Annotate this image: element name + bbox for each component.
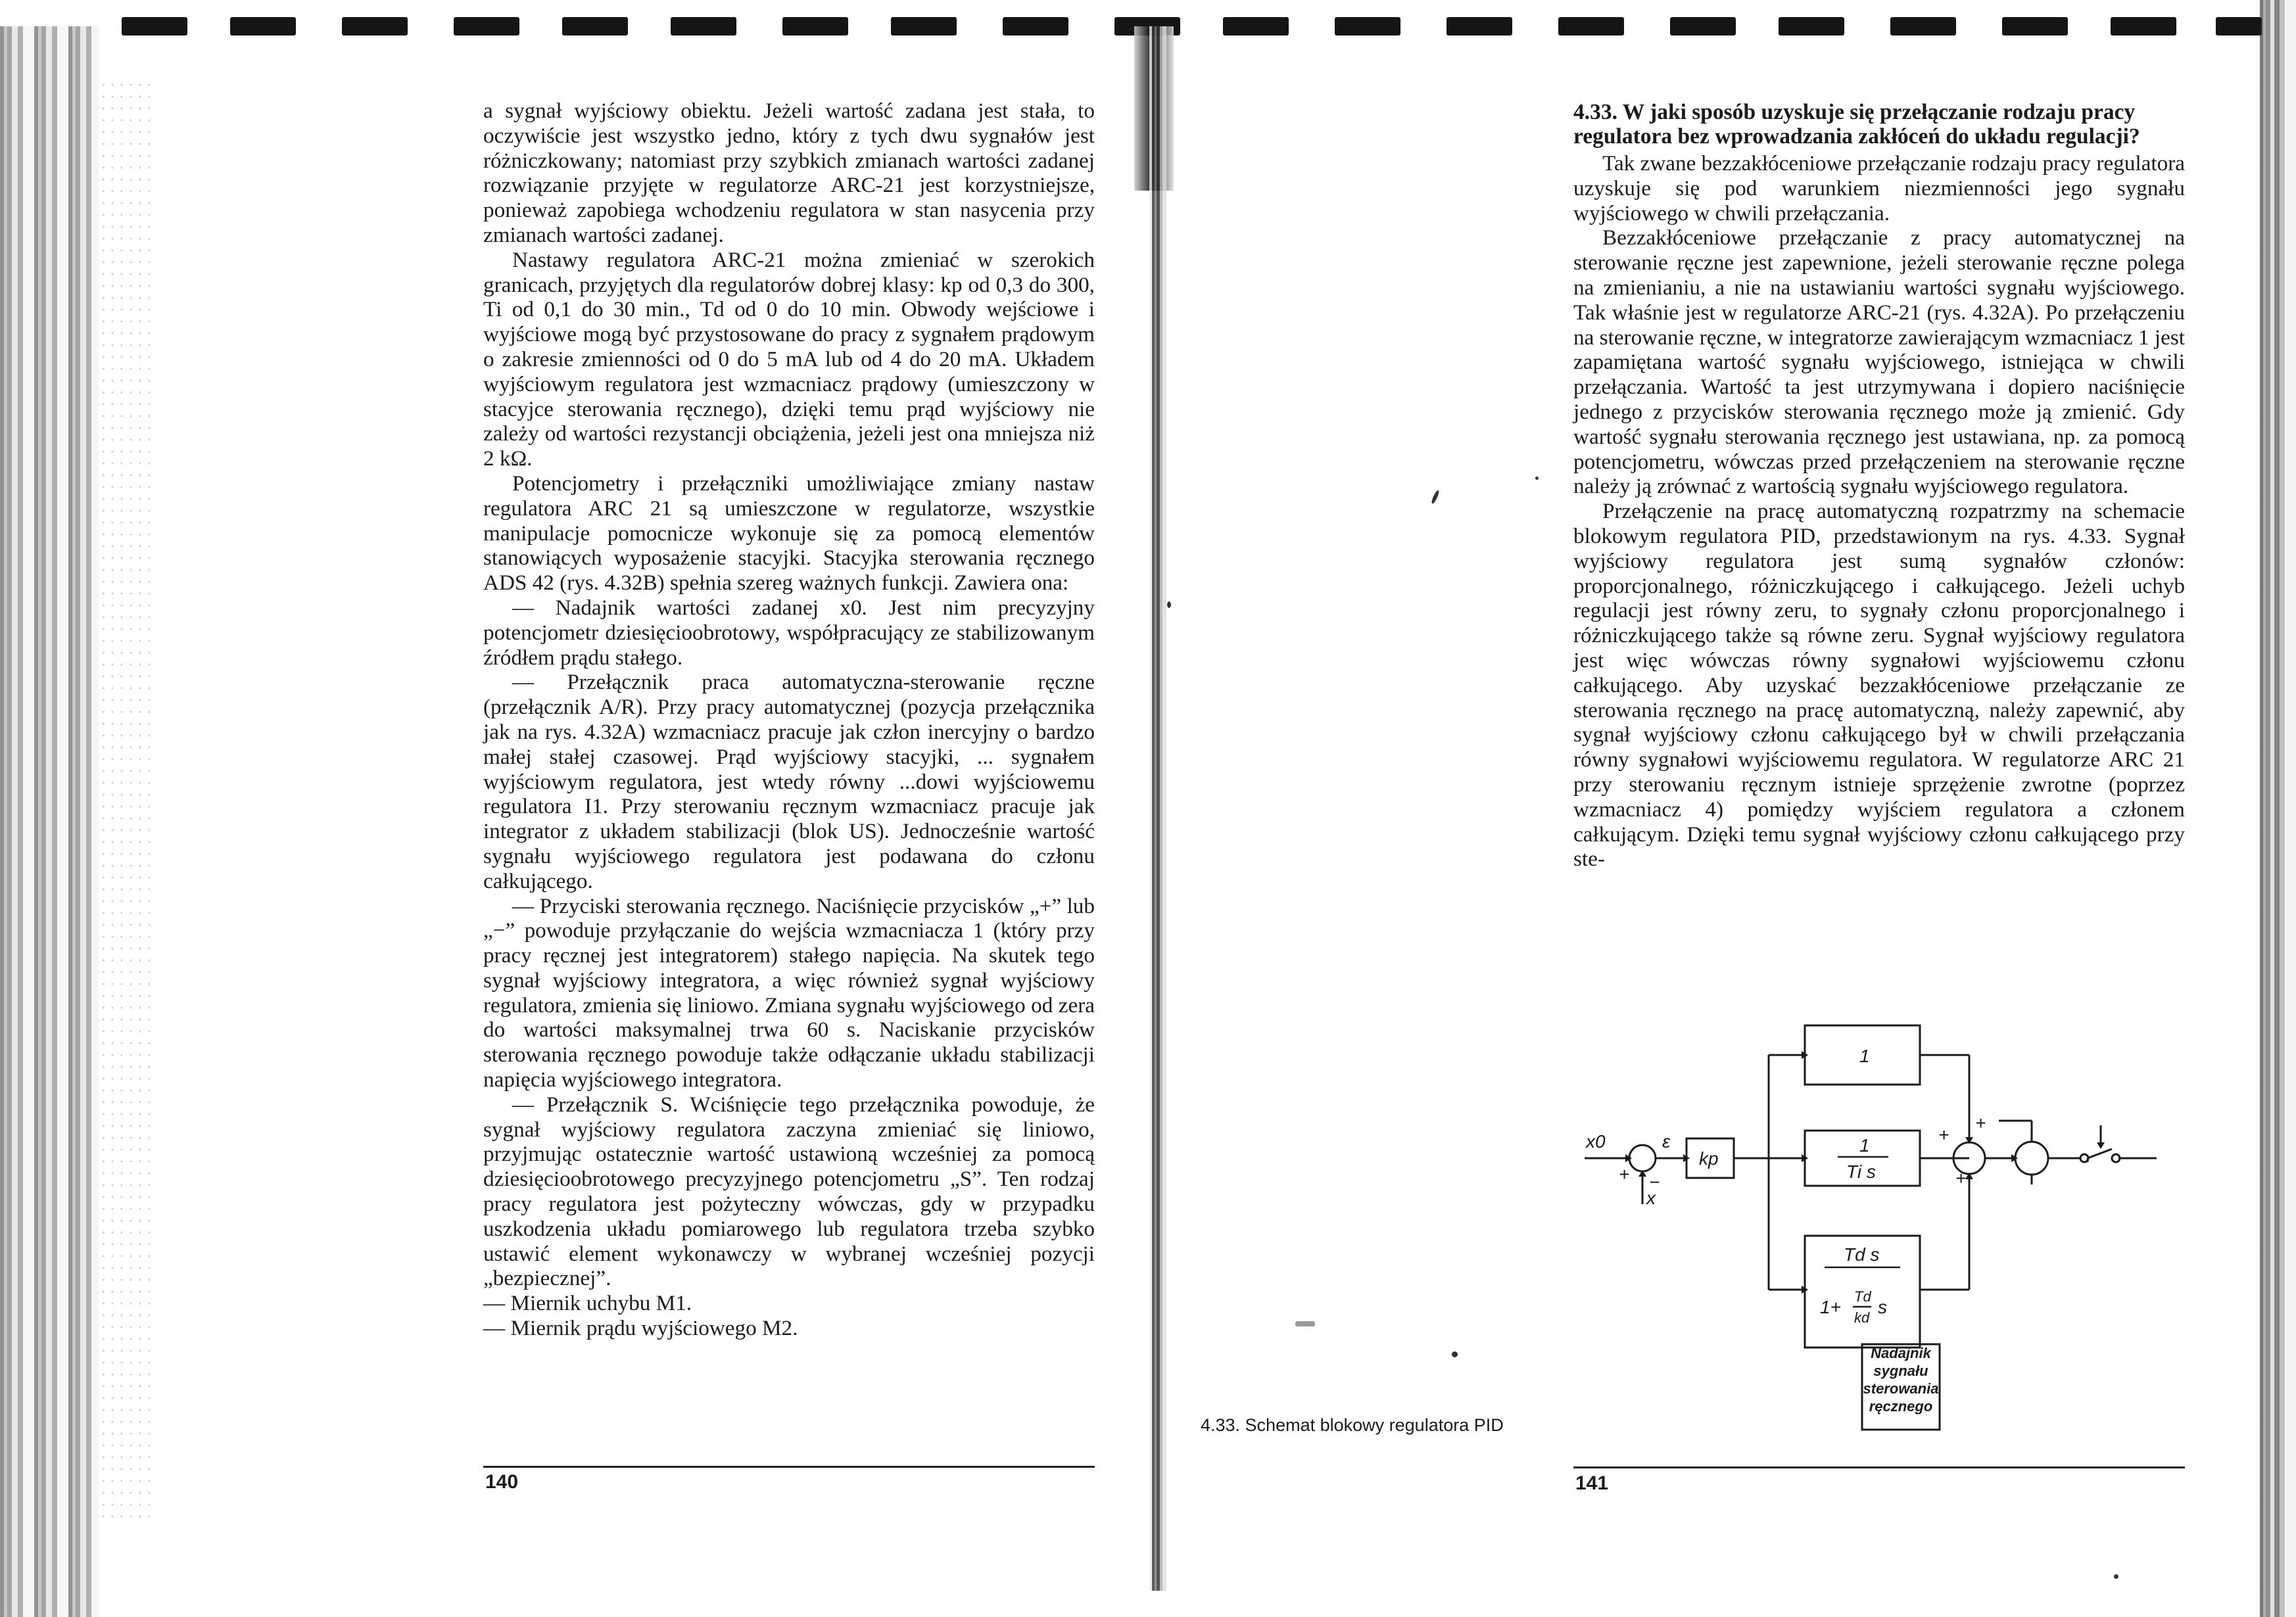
left-paragraph: Potencjometry i przełączniki umożliwiające zmiany nastaw regulatora ARC 21 są umieszczone w regulatorze, wszystkie manipulacje pomocnicze wykonuje się za pomocą elementów stanowiących wyposażenie stacyjki. Stacyjka sterowania ręcznego ADS 42 (rys. 4.32B) spełnia szereg ważnych funkcji. Zawiera ona:: [483, 471, 1095, 596]
right-paragraph: Bezzakłóceniowe przełączanie z pracy automatycznej na sterowanie ręczne jest zapewnione, jeżeli sterowanie ręczne polega na zmienianiu, a nie na ustawianiu wartości sygnału wyjściowego. Tak właśnie jest w regulatorze ARC-21 (rys. 4.32A). Po przełączeniu na sterowanie ręczne, w integratorze zawierającym wzmacniacz 1 jest zapamiętana wartość sygnału wyjściowego, istniejąca w chwili przełączania. Wartość ta jest utrzymywana i dopiero naciśnięcie jednego z przycisków sterowania ręcznego może ją zmienić. Gdy wartość sygnału sterowania ręcznego jest ustawiana, np. za pomocą potencjometru, wówczas przed przełączeniem na sterowanie ręczne należy ją zrównać z wartością sygnału wyjściowego regulatora.: [1573, 225, 2185, 499]
right-paragraph: Przełączenie na pracę automatyczną rozpatrzmy na schemacie blokowym regulatora PID, przedstawionym na rys. 4.33. Sygnał wyjściowy regulatora jest sumą sygnałów członów: proporcjonalnego, różniczkującego i całkującego. Jeżeli uchyb regulacji jest równy zeru, to sygnały członu proporcjonalnego i różniczkującego także są równe zeru. Sygnał wyjściowy regulatora jest więc wówczas równy sygnałowi wyjściowemu członu całkującego. Aby uzyskać bezzakłóceniowe przełączanie ze sterowania ręcznego na pracę automatyczną, należy zapewnić, aby sygnał wyjściowy członu całkującego był w chwili przełączania równy sygnałowi wyjściowemu regulatora. W regulatorze ARC 21 przy sterowaniu ręcznym istnieje sprzężenie zwrotne (poprzez wzmacniacz 4) pomiędzy wyjściem regulatora a członem całkującym. Dzięki temu sygnał wyjściowy członu całkującego przy ste-: [1573, 499, 2185, 872]
left-list-item: — Przyciski sterowania ręcznego. Naciśnięcie przycisków „+” lub „−” powoduje przyłączanie do wejścia wzmacniacza 1 (który przy pracy ręcznej jest integratorem) stałego napięcia. Na skutek tego sygnał wyjściowy integratora, a więc również sygnał wyjściowy regulatora, zmienia się liniowo. Zmiana sygnału wyjściowego od zera do wartości maksymalnej trwa 60 s. Naciskanie przycisków sterowania ręcznego powoduje także odłączanie układu stabilizacji napięcia wyjściowego integratora.: [483, 893, 1095, 1092]
scan-speck: [1535, 477, 1539, 480]
label-plus-2: +: [1938, 1125, 1949, 1145]
label-deriv-frac-num: Td: [1854, 1288, 1871, 1305]
label-block-top: 1: [1859, 1046, 1870, 1066]
label-integrator-num: 1: [1859, 1135, 1870, 1156]
generator-line: sterowania: [1863, 1380, 1939, 1397]
label-plus-3: +: [1975, 1113, 1986, 1133]
left-list-item: — Miernik uchybu M1.: [483, 1291, 692, 1316]
label-plus-1: +: [1619, 1164, 1630, 1184]
scan-edge-right: [2260, 0, 2296, 1617]
left-list-item: — Miernik prądu wyjściowego M2.: [483, 1316, 798, 1341]
right-footer-rule: [1573, 1466, 2185, 1468]
scan-speck: [1167, 601, 1171, 608]
left-list-item: — Przełącznik praca automatyczna-sterowanie ręczne (przełącznik A/R). Przy pracy automatycznej (pozycja przełącznika jak na rys. 4.32A) wzmacniacz pracuje jak człon inercyjny o bardzo małej stałej czasowej. Prąd wyjściowy stacyjki, ... sygnałem wyjściowym regulatora, jest wtedy równy ...dowi wyjściowemu regulatora I1. Przy sterowaniu ręcznym wzmacniacz pracuje jak integrator z układem stabilizacji (blok US). Jednocześnie wartość sygnału wyjściowego regulatora jest podawana do członu całkującego.: [483, 670, 1095, 893]
left-footer-rule: [483, 1466, 1095, 1468]
label-kp: kp: [1699, 1148, 1719, 1169]
scan-speck: [2114, 1574, 2118, 1579]
generator-line: Nadajnik: [1871, 1345, 1931, 1361]
scan-speck: [1431, 490, 1441, 504]
right-page-text: [1573, 100, 2185, 872]
label-plus-4: +: [1955, 1168, 1967, 1188]
figure-caption: 4.33. Schemat blokowy regulatora PID: [1201, 1415, 1504, 1435]
label-minus-1: −: [1649, 1172, 1660, 1192]
page-gutter: [1149, 26, 1166, 1591]
left-page-text: [483, 99, 1095, 1341]
label-deriv-den-suffix: s: [1878, 1297, 1887, 1317]
label-deriv-frac-den: kd: [1854, 1309, 1870, 1326]
scan-noise-left: [99, 79, 158, 1525]
manual-signal-generator: [1862, 1344, 1940, 1430]
scan-speck: [1295, 1321, 1315, 1326]
label-epsilon: ε: [1662, 1131, 1671, 1152]
label-deriv-num: Td s: [1844, 1244, 1880, 1265]
label-x-feedback: x: [1646, 1188, 1656, 1208]
scan-edge-left: [0, 26, 99, 1617]
right-page-number: 141: [1575, 1472, 1609, 1494]
right-paragraph: Tak zwane bezzakłóceniowe przełączanie rodzaju pracy regulatora uzyskuje się pod warunkiem niezmienności jego sygnału wyjściowego w chwili przełączania.: [1573, 151, 2185, 225]
left-page-number: 140: [485, 1471, 519, 1493]
left-paragraph: Nastawy regulatora ARC-21 można zmieniać w szerokich granicach, przyjętych dla regulatorów dobrej klasy: kp od 0,3 do 300, Ti od 0,1 do 30 min., Td od 0 do 10 min. Obwody wejściowe i wyjściowe mogą być przystosowane do pracy z sygnałem prądowym o zakresie zmienności od 0 do 5 mA lub od 4 do 20 mA. Układem wyjściowym regulatora jest wzmacniacz prądowy (umieszczony w stacyjce sterowania ręcznego), dzięki temu prąd wyjściowy nie zależy od wartości rezystancji obciążenia, jeżeli jest ona mniejsza niż 2 kΩ.: [483, 247, 1095, 471]
label-x0: x0: [1586, 1131, 1606, 1152]
left-paragraph: a sygnał wyjściowy obiektu. Jeżeli wartość zadana jest stała, to oczywiście jest wszystko jedno, który z tych dwu sygnałów jest różniczkowany; natomiast przy szybkich zmianach wartości zadanej rozwiązanie przyjęte w regulatorze ARC-21 jest korzystniejsze, ponieważ zapobiega wchodzeniu regulatora w stan nasycenia przy zmianach wartości zadanej.: [483, 99, 1095, 247]
label-integrator-den: Ti s: [1846, 1161, 1876, 1182]
generator-line: sygnału: [1873, 1363, 1928, 1379]
generator-line: ręcznego: [1869, 1398, 1933, 1415]
scan-speck: [1452, 1351, 1458, 1357]
label-deriv-den-prefix: 1+: [1820, 1297, 1841, 1317]
left-list-item: — Nadajnik wartości zadanej x0. Jest nim precyzyjny potencjometr dziesięcioobrotowy, współpracujący ze stabilizowanym źródłem prądu stałego.: [483, 595, 1095, 670]
question-title: 4.33. W jaki sposób uzyskuje się przełączanie rodzaju pracy regulatora bez wprowadzania zakłóceń do układu regulacji?: [1573, 100, 2140, 149]
left-list-item: — Przełącznik S. Wciśnięcie tego przełącznika powoduje, że sygnał wyjściowy regulatora zaczyna zmieniać się liniowo, przyjmując ostatecznie wartość ustawioną wcześniej za pomocą dziesięcioobrotowego precyzyjnego potencjometru „S”. Ten rodzaj pracy regulatora jest pożyteczny wówczas, gdy w przypadku uszkodzenia układu pomiarowego lub regulatora trzeba szybko ustawić element wykonawczy w wybranej wcześniej pozycji „bezpiecznej”.: [483, 1092, 1095, 1291]
